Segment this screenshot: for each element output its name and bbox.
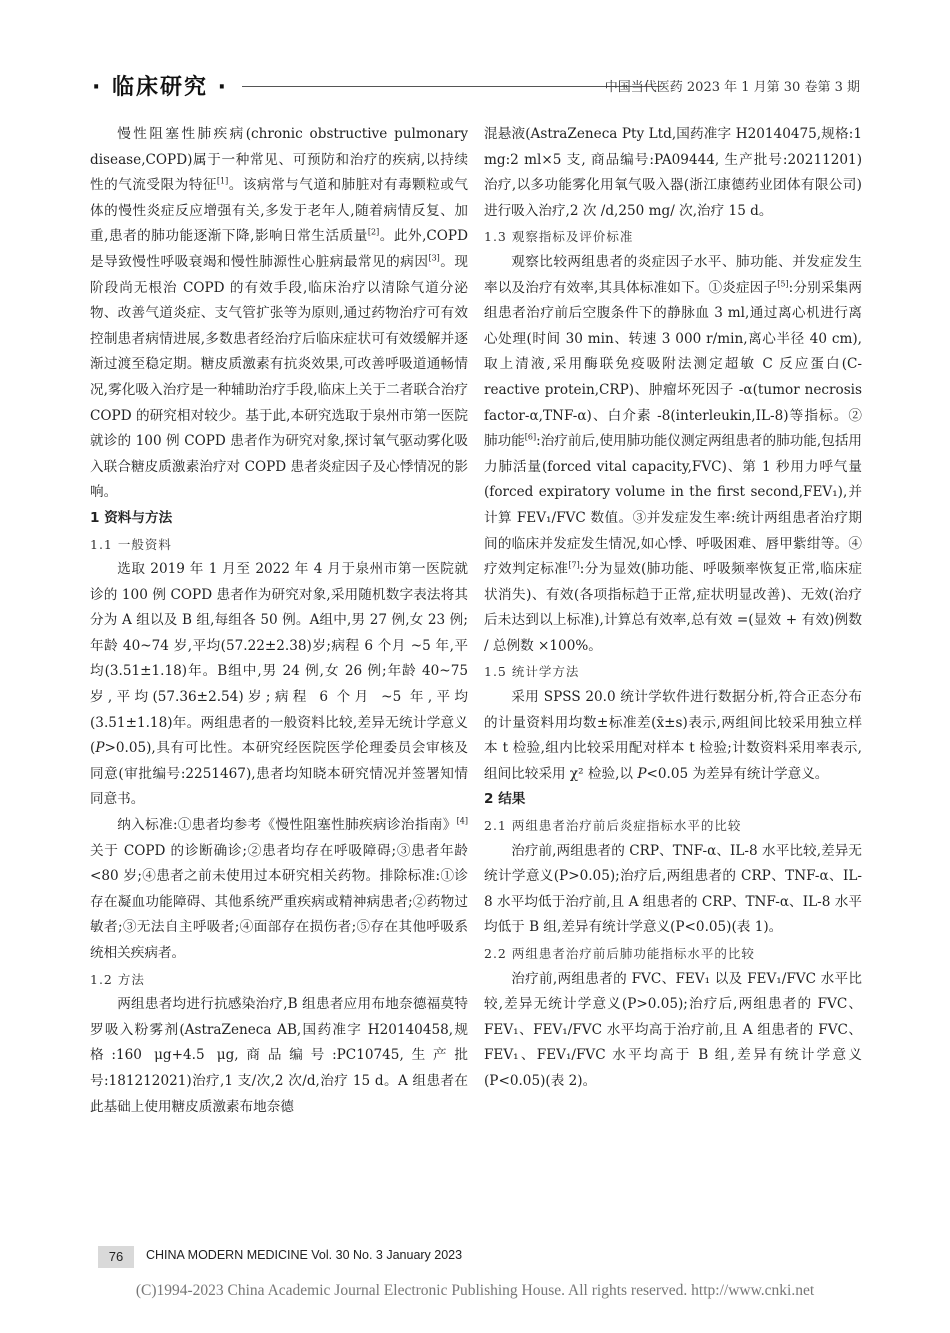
inflammation-results-paragraph: 治疗前,两组患者的 CRP、TNF-α、IL-8 水平比较,差异无统计学意义(P>0.05);治疗后,两组患者的 CRP、TNF-α、IL-8 水平均低于治疗前,且 A 组患者的 CRP、TNF-α、IL-8 水平均低于 B 组,差异有统计学意义(P<0.05)(表 1)。 xyxy=(484,842,862,936)
methods-paragraph: 两组患者均进行抗感染治疗,B 组患者应用布地奈德福莫特罗吸入粉雾剂(AstraZeneca AB,国药准字 H20140458,规格:160 μg+4.5 μg,商品编号:PC10745,生产批号:181212021)治疗,1 支/次,2 次/d,治疗 15 d。A 组患者在此基础上使用糖皮质激素布地奈德 xyxy=(90,996,468,1115)
heading-results: 2 结果 xyxy=(484,791,526,808)
intro-paragraph: 慢性阻塞性肺疾病(chronic obstructive pulmonary disease,COPD)属于一种常见、可预防和治疗的疾病,以持续性的气流受限为特征[1]。该病常与气道和肺脏对有毒颗粒或气体的慢性炎症反应增强有关,多发于老年人,随着病情反复、加重,患者的肺功能逐渐下降,影响日常生活质量[2]。此外,COPD 是导致慢性呼吸衰竭和慢性肺源性心脏病最常见的病因[3]。现阶段尚无根治 COPD 的有效手段,临床治疗以清除气道分泌物、改善气道炎症、支气管扩张等为原则,通过药物治疗可有效控制患者病情进展,多数患者经治疗后临床症状可有效缓解并逐渐过渡至稳定期。糖皮质激素有抗炎效果,可改善呼吸道通畅情况,雾化吸入治疗是一种辅助治疗手段,临床上关于二者联合治疗 COPD 的研究相对较少。基于此,本研究选取于泉州市第一医院就诊的 100 例 COPD 患者作为研究对象,探讨氧气驱动雾化吸入联合糖皮质激素治疗对 COPD 患者炎症因子及心悸情况的影响。 xyxy=(90,126,469,501)
section-label: · 临床研究 · xyxy=(92,75,229,100)
page-footer xyxy=(98,1246,868,1270)
copyright-notice: (C)1994-2023 China Academic Journal Electronic Publishing House. All rights reserved. http://www.cnki.net xyxy=(135,1282,815,1299)
heading-methods: 1.2 方法 xyxy=(90,971,145,987)
criteria-paragraph: 纳入标准:①患者均参考《慢性阻塞性肺疾病诊治指南》[4]关于 COPD 的诊断确诊;②患者均存在呼吸障碍;③患者年龄<80 岁;④患者之前未使用过本研究相关药物。排除标准:①诊存在凝血功能障碍、其他系统严重疾病或精神病患者;②药物过敏者;③无法自主呼吸者;④面部存在损伤者;⑤存在其他呼吸系统相关疾病者。 xyxy=(90,816,468,961)
lung-function-results-paragraph: 治疗前,两组患者的 FVC、FEV₁ 以及 FEV₁/FVC 水平比较,差异无统计学意义(P>0.05);治疗后,两组患者的 FVC、FEV₁、FEV₁/FVC 水平均高于治疗前,且 A 组患者的 FVC、FEV₁、FEV₁/FVC 水平均高于 B 组,差异有统计学意义(P<0.05)(表 2)。 xyxy=(484,970,862,1089)
general-info-paragraph: 选取 2019 年 1 月至 2022 年 4 月于泉州市第一医院就诊的 100 例 COPD 患者作为研究对象,采用随机数字表法将其分为 A 组以及 B 组,每组各 50 例。A组中,男 27 例,女 23 例;年龄 40~74 岁,平均(57.22±2.38)岁;病程 6 个月 ~5 年,平均(3.51±1.18)年。B组中,男 24 例,女 26 例;年龄 40~75 岁,平均(57.36±2.54)岁;病程 6 个月 ~5 年,平均(3.51±1.18)年。两组患者的一般资料比较,差异无统计学意义(P>0.05),具有可比性。本研究经医院医学伦理委员会审核及同意(审批编号:2251467),患者均知晓本研究情况并签署知情同意书。 xyxy=(90,561,468,808)
page-number: 76 xyxy=(98,1246,134,1268)
statistics-paragraph: 采用 SPSS 20.0 统计学软件进行数据分析,符合正态分布的计量资料用均数±标准差(x̄±s)表示,两组间比较采用独立样本 t 检验,组内比较采用配对样本 t 检验;计数资料采用率表示,组间比较采用 χ² 检验,以 P<0.05 为差异有统计学意义。 xyxy=(484,689,862,782)
heading-statistics: 1.5 统计学方法 xyxy=(484,664,580,680)
indicators-paragraph: 观察比较两组患者的炎症因子水平、肺功能、并发症发生率以及治疗有效率,其具体标准如下。①炎症因子[5]:分别采集两组患者治疗前后空腹条件下的静脉血 3 ml,通过离心机进行离心处理(时间 30 min、转速 3 000 r/min,离心半径 40 cm),取上清液,采用酶联免疫吸附法测定超敏 C 反应蛋白(C-reactive protein,CRP)、肿瘤坏死因子 -α(tumor necrosis factor-α,TNF-α)、白介素 -8(interleukin,IL-8)等指标。②肺功能[6]:治疗前后,使用肺功能仪测定两组患者的肺功能,包括用力肺活量(forced vital capacity,FVC)、第 1 秒用力呼气量(forced expiratory volume in the first second,FEV₁),并计算 FEV₁/FVC 数值。③并发症发生率:统计两组患者治疗期间的临床并发症发生情况,如心悸、呼吸困难、唇甲紫绀等。④疗效判定标准[7]:分为显效(肺功能、呼吸频率恢复正常,临床症状消失)、有效(各项指标趋于正常,症状明显改善)、无效(治疗后未达到以上标准),计算总有效率,总有效 =(显效 + 有效)例数 / 总例数 ×100%。 xyxy=(484,253,863,654)
header-rule xyxy=(242,86,662,87)
left-column xyxy=(90,122,468,1120)
heading-materials-methods: 1 资料与方法 xyxy=(90,509,173,526)
journal-info: 中国当代医药 2023 年 1 月第 30 卷第 3 期 xyxy=(604,80,860,95)
page-header xyxy=(92,70,860,104)
heading-indicators: 1.3 观察指标及评价标准 xyxy=(484,229,634,245)
right-column xyxy=(484,122,862,1095)
heading-lung-function-results: 2.2 两组患者治疗前后肺功能指标水平的比较 xyxy=(484,946,755,961)
heading-general-info: 1.1 一般资料 xyxy=(90,536,172,552)
methods-continued-paragraph: 混悬液(AstraZeneca Pty Ltd,国药准字 H20140475,规格:1 mg:2 ml×5 支, 商品编号:PA09444, 生产批号:20211201)治疗,以多功能雾化用氧气吸入器(浙江康德药业团体有限公司) 进行吸入治疗,2 次 /d,250 mg/ 次,治疗 15 d。 xyxy=(484,126,862,219)
footer-journal: CHINA MODERN MEDICINE Vol. 30 No. 3 January 2023 xyxy=(146,1248,463,1262)
heading-inflammation-results: 2.1 两组患者治疗前后炎症指标水平的比较 xyxy=(484,818,742,834)
